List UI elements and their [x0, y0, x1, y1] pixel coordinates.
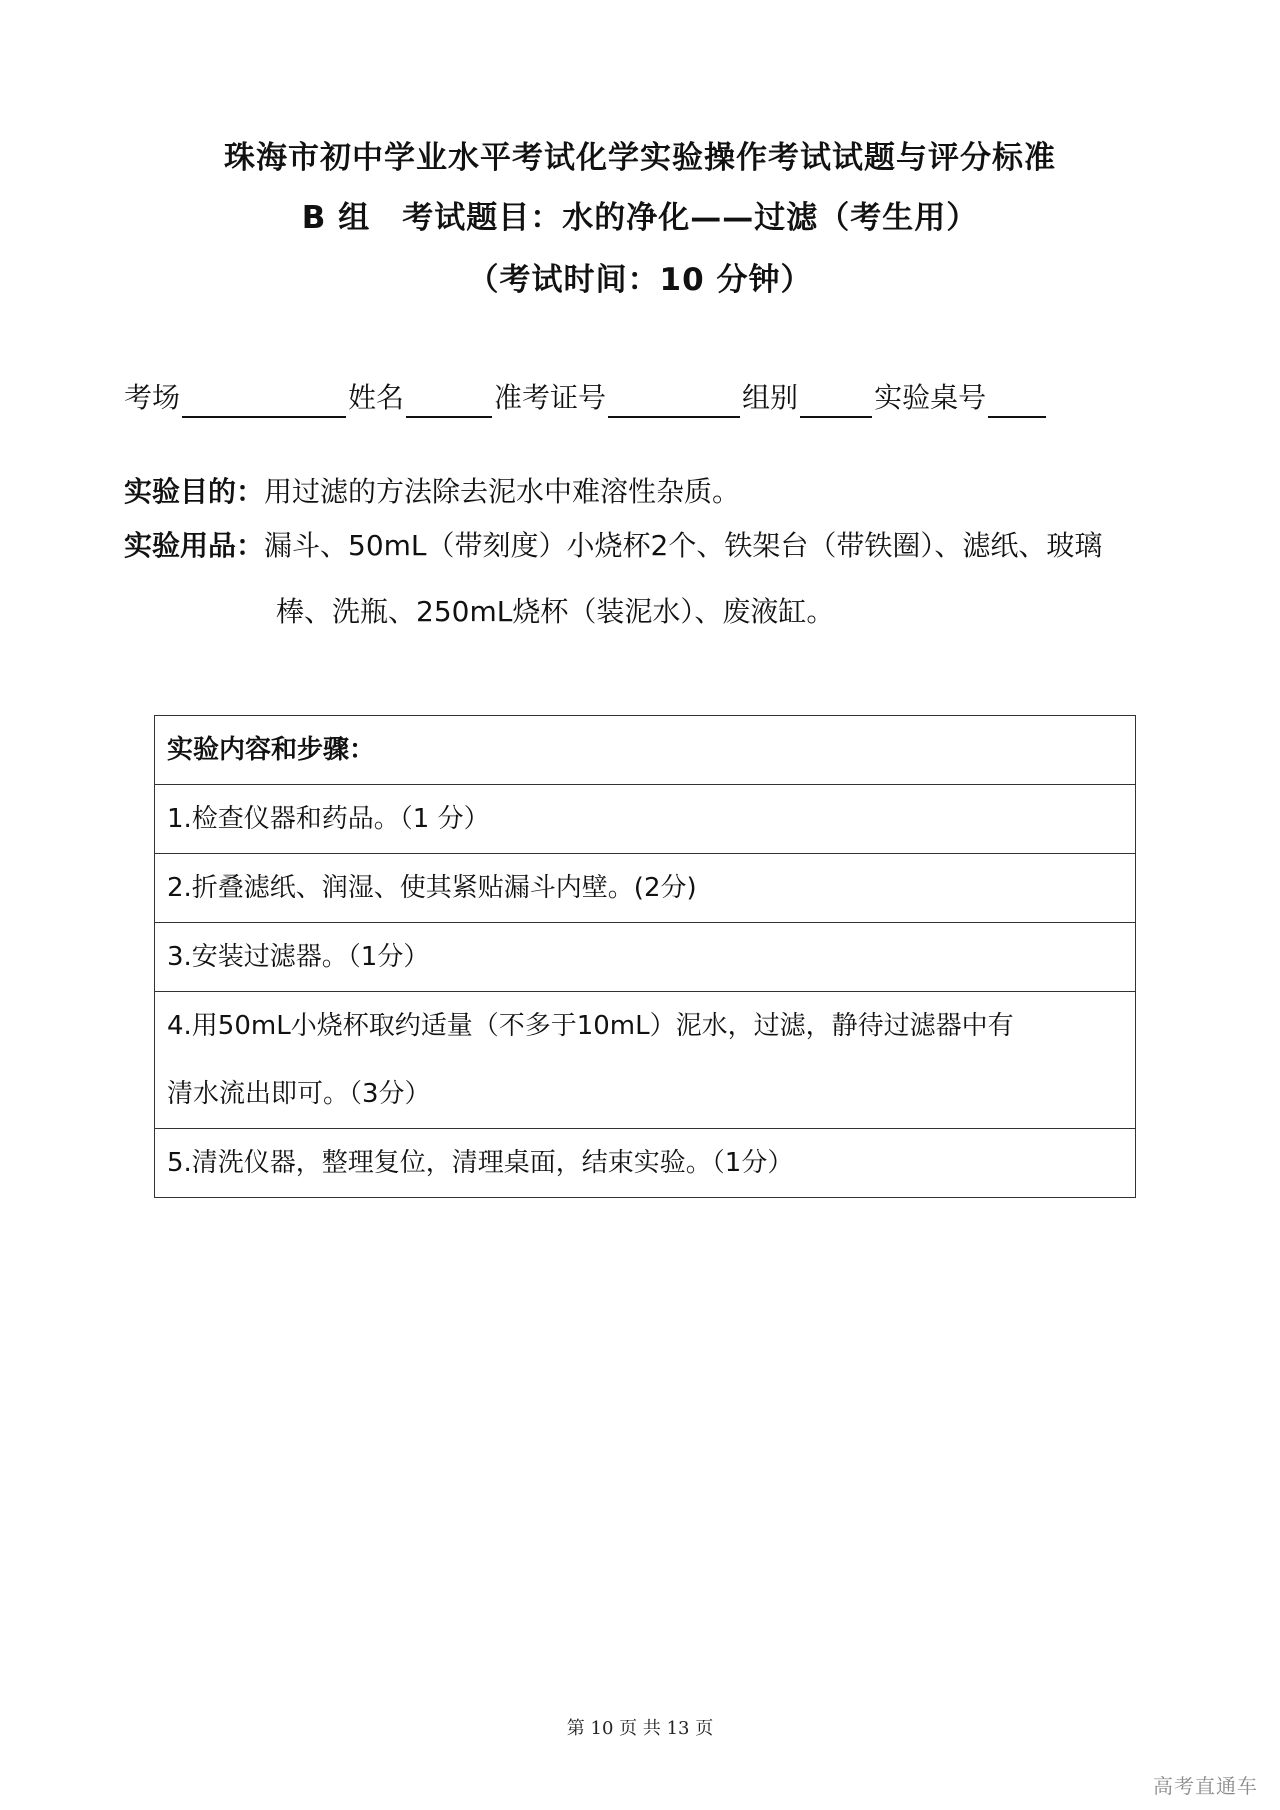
group-label: 组别 — [742, 381, 799, 414]
experiment-purpose — [124, 472, 740, 512]
exam-subtitle: B 组 考试题目：水的净化——过滤（考生用） — [301, 200, 979, 236]
table-row — [155, 1129, 1136, 1198]
page-number: 第 10 页 共 13 页 — [566, 1718, 714, 1739]
steps-header: 实验内容和步骤： — [155, 716, 1136, 785]
admission-no-label: 准考证号 — [494, 381, 607, 414]
name-label: 姓名 — [348, 381, 405, 414]
materials-line1: 漏斗、50mL（带刻度）小烧杯2个、铁架台（带铁圈）、滤纸、玻璃 — [264, 529, 1103, 562]
purpose-label: 实验目的： — [124, 475, 265, 508]
step-4-line2: 清水流出即可。（3分） — [167, 1079, 431, 1109]
table-header-row — [155, 716, 1136, 785]
step-2: 2.折叠滤纸、润湿、使其紧贴漏斗内壁。(2分) — [155, 854, 1136, 923]
watermark-text: 高考直通车 — [1153, 1774, 1258, 1798]
table-row — [155, 923, 1136, 992]
step-5: 5.清洗仪器，整理复位，清理桌面，结束实验。（1分） — [155, 1129, 1136, 1198]
desk-no-label: 实验桌号 — [874, 381, 987, 414]
exam-duration: （考试时间：10 分钟） — [467, 262, 813, 298]
candidate-info-row — [124, 378, 1048, 418]
materials-continuation — [276, 592, 834, 632]
table-row — [155, 992, 1136, 1129]
steps-table — [154, 715, 1136, 1198]
step-4-line1: 4.用50mL小烧杯取约适量（不多于10mL）泥水，过滤，静待过滤器中有 — [167, 1011, 1014, 1041]
purpose-text: 用过滤的方法除去泥水中难溶性杂质。 — [264, 475, 741, 508]
exam-room-label: 考场 — [124, 381, 181, 414]
materials-label: 实验用品： — [124, 529, 265, 562]
exam-room-blank[interactable] — [182, 382, 346, 418]
page-title: 珠海市初中学业水平考试化学实验操作考试试题与评分标准 — [224, 140, 1056, 176]
name-blank[interactable] — [406, 382, 492, 418]
table-row — [155, 785, 1136, 854]
group-blank[interactable] — [800, 382, 872, 418]
step-4 — [155, 992, 1136, 1129]
materials-line2: 棒、洗瓶、250mL烧杯（装泥水）、废液缸。 — [276, 595, 835, 628]
experiment-materials — [124, 526, 1102, 566]
admission-no-blank[interactable] — [608, 382, 740, 418]
table-row — [155, 854, 1136, 923]
desk-no-blank[interactable] — [988, 382, 1046, 418]
step-1: 1.检查仪器和药品。（1 分） — [155, 785, 1136, 854]
step-3: 3.安装过滤器。（1分） — [155, 923, 1136, 992]
